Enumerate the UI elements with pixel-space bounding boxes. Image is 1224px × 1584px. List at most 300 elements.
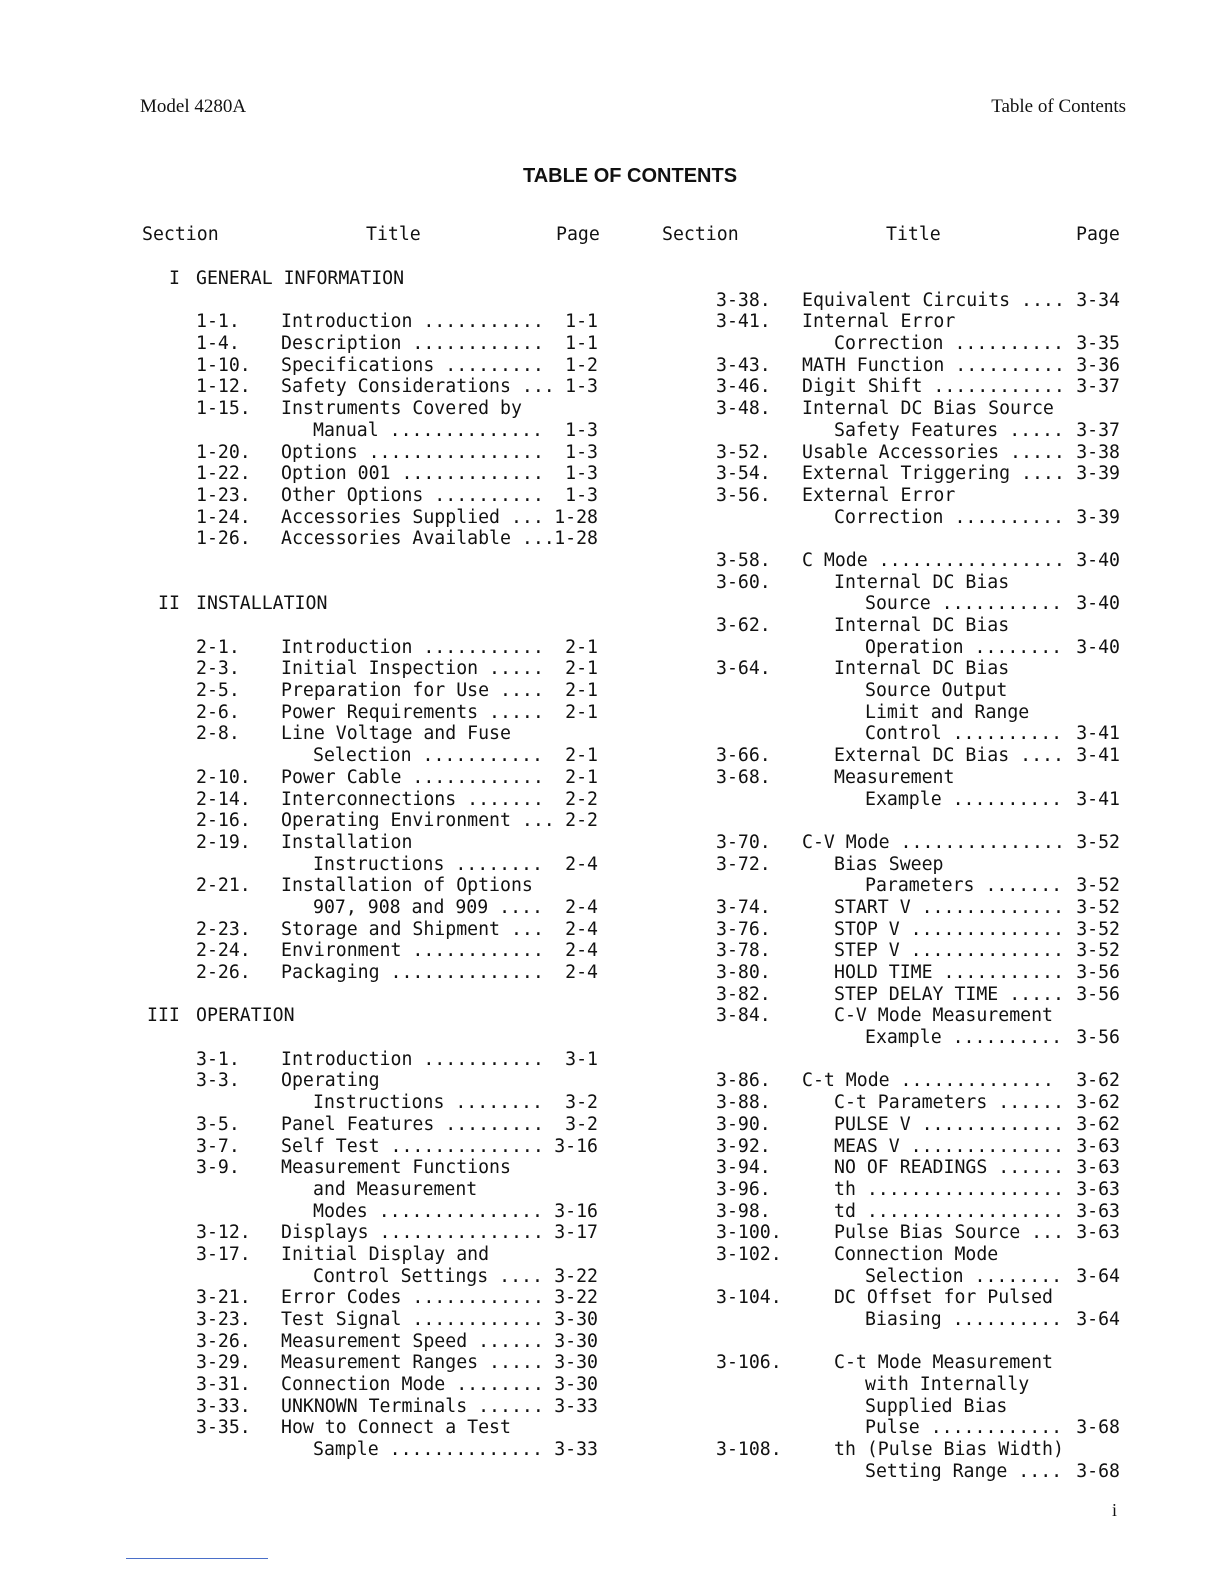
header-section: Section <box>662 224 739 245</box>
entry-title: Control .......... <box>865 723 1063 745</box>
entry-title: UNKNOWN Terminals ...... <box>281 1395 544 1417</box>
toc-entry <box>142 1439 602 1461</box>
entry-page: 3-22 <box>554 1265 598 1287</box>
toc-entry <box>142 1417 602 1439</box>
toc-entry <box>662 745 1122 767</box>
footer-rule <box>126 1558 268 1559</box>
entry-section-number: 2-10. <box>196 766 251 788</box>
entry-page: 2-1 <box>565 745 598 767</box>
entry-page: 3-52 <box>1076 831 1120 853</box>
toc-entry <box>662 615 1122 637</box>
entry-page: 3-41 <box>1076 788 1120 810</box>
entry-title: Storage and Shipment ... <box>281 918 544 940</box>
spacer <box>142 1027 602 1049</box>
entry-section-number: 3-21. <box>196 1287 251 1309</box>
entry-title: Introduction ........... <box>281 636 544 658</box>
spacer <box>662 1049 1122 1071</box>
toc-entry <box>662 311 1122 333</box>
toc-entry <box>142 789 602 811</box>
entry-page: 3-62 <box>1076 1070 1120 1092</box>
toc-entry <box>662 767 1122 789</box>
entry-section-number: 3-106. <box>716 1352 782 1374</box>
entry-section-number: 3-104. <box>716 1287 782 1309</box>
entry-title: Safety Considerations ... <box>281 376 555 398</box>
toc-entry <box>142 1049 602 1071</box>
entry-section-number: 3-82. <box>716 983 771 1005</box>
toc-entry <box>142 875 602 897</box>
toc-entry <box>662 1417 1122 1439</box>
entry-title: Internal DC Bias <box>834 615 1010 636</box>
entry-page: 1-3 <box>565 419 598 441</box>
entry-title: Measurement Ranges ..... <box>281 1352 544 1374</box>
toc-entry <box>142 637 602 659</box>
toc-entry <box>662 962 1122 984</box>
entry-page: 2-4 <box>565 962 598 983</box>
toc-entry <box>662 680 1122 702</box>
toc-entry <box>142 1309 602 1331</box>
entry-section-number: 3-3. <box>196 1070 240 1092</box>
entry-title: Introduction ........... <box>281 311 544 333</box>
toc-entry <box>142 311 602 333</box>
toc-entry <box>142 767 602 789</box>
toc-entry <box>662 593 1122 615</box>
toc-entry <box>142 810 602 832</box>
entry-title: Test Signal ............ <box>281 1309 544 1330</box>
toc-entry <box>142 1136 602 1158</box>
entry-page: 3-2 <box>565 1092 598 1114</box>
toc-entry <box>662 550 1122 572</box>
entry-page: 3-63 <box>1076 1178 1120 1200</box>
toc-entry <box>142 355 602 377</box>
entry-title: and Measurement <box>313 1178 478 1200</box>
entry-page: 2-4 <box>565 918 598 940</box>
entry-page: 1-1 <box>565 311 598 333</box>
entry-page: 2-1 <box>565 680 598 702</box>
chapter-title: GENERAL INFORMATION <box>196 268 405 289</box>
toc-entry <box>142 1287 602 1309</box>
entry-title: th .................. <box>834 1178 1064 1200</box>
entry-title: Error Codes ............ <box>281 1287 544 1309</box>
entry-section-number: 3-35. <box>196 1417 251 1439</box>
entry-page: 3-34 <box>1076 289 1120 311</box>
spacer <box>662 810 1122 832</box>
header-section: Section <box>142 224 219 245</box>
entry-page: 3-62 <box>1076 1092 1120 1114</box>
entry-page: 3-2 <box>565 1113 598 1135</box>
entry-title: Measurement Speed ...... <box>281 1330 544 1352</box>
entry-title: Setting Range .... <box>865 1460 1063 1482</box>
entry-section-number: 1-20. <box>196 441 251 463</box>
toc-entry <box>142 854 602 876</box>
spacer <box>142 984 602 1006</box>
toc-entry <box>662 1179 1122 1201</box>
spacer <box>142 572 602 594</box>
entry-title: Supplied Bias <box>865 1395 1008 1417</box>
entry-section-number: 2-16. <box>196 810 251 832</box>
entry-page: 2-4 <box>565 853 598 875</box>
entry-title: Source ........... <box>865 593 1063 615</box>
entry-title: Initial Display and <box>281 1243 490 1265</box>
entry-title: START V ............. <box>834 896 1064 918</box>
entry-title: Installation of Options <box>281 875 533 897</box>
entry-title: Instructions ........ <box>313 1092 543 1114</box>
entry-section-number: 3-52. <box>716 441 771 463</box>
entry-title: Example .......... <box>865 1027 1063 1049</box>
entry-page: 1-3 <box>565 463 598 485</box>
entry-page: 1-28 <box>554 528 598 550</box>
toc-entry <box>142 398 602 420</box>
entry-title: Introduction ........... <box>281 1048 544 1070</box>
entry-section-number: 1-22. <box>196 463 251 485</box>
entry-title: C-t Mode Measurement <box>834 1352 1053 1374</box>
entry-title: Displays ............... <box>281 1222 544 1244</box>
toc-entry <box>662 940 1122 962</box>
entry-section-number: 1-26. <box>196 528 251 550</box>
toc-entry <box>142 1266 602 1288</box>
entry-title: Accessories Supplied ... <box>281 506 544 528</box>
entry-section-number: 3-31. <box>196 1374 251 1396</box>
entry-title: Internal DC Bias Source <box>802 398 1054 420</box>
entry-title: C-t Mode .............. <box>802 1070 1054 1092</box>
entry-page: 3-30 <box>554 1330 598 1352</box>
entry-section-number: 1-12. <box>196 376 251 398</box>
toc-entry <box>142 962 602 984</box>
entry-page: 3-62 <box>1076 1113 1120 1135</box>
entry-title: MATH Function .......... <box>802 354 1065 376</box>
toc-column-right <box>662 224 1122 1483</box>
entry-page: 3-56 <box>1076 962 1120 983</box>
entry-title: Interconnections ....... <box>281 788 544 810</box>
entry-section-number: 1-15. <box>196 398 251 420</box>
toc-entry <box>662 789 1122 811</box>
entry-section-number: 3-56. <box>716 484 771 506</box>
entry-page: 3-16 <box>554 1200 598 1222</box>
entry-section-number: 3-92. <box>716 1135 771 1157</box>
entry-title: Internal DC Bias <box>834 658 1010 680</box>
entry-section-number: 3-1. <box>196 1048 240 1070</box>
entry-section-number: 3-41. <box>716 311 771 333</box>
entry-section-number: 3-84. <box>716 1005 771 1027</box>
toc-entry <box>662 1114 1122 1136</box>
entry-title: External Error <box>802 484 956 506</box>
entry-title: Instruments Covered by <box>281 398 522 420</box>
entry-page: 3-22 <box>554 1287 598 1309</box>
entry-title: STEP V .............. <box>834 940 1064 962</box>
toc-entry <box>142 723 602 745</box>
toc-entry <box>142 1179 602 1201</box>
toc-entry <box>662 854 1122 876</box>
entry-title: Line Voltage and Fuse <box>281 723 511 745</box>
toc-entry <box>662 984 1122 1006</box>
entry-page: 3-40 <box>1076 636 1120 658</box>
toc-entry <box>142 1331 602 1353</box>
toc-chapter <box>142 593 602 615</box>
entry-section-number: 2-3. <box>196 658 240 680</box>
toc-entry <box>142 1201 602 1223</box>
entry-title: C-t Parameters ...... <box>834 1092 1064 1114</box>
entry-title: Measurement Functions <box>281 1157 511 1179</box>
entry-section-number: 3-29. <box>196 1352 251 1374</box>
toc-column-left <box>142 224 602 1461</box>
entry-page: 3-63 <box>1076 1135 1120 1157</box>
toc-entry <box>142 507 602 529</box>
entry-title: Connection Mode <box>834 1243 999 1265</box>
entry-section-number: 3-74. <box>716 896 771 918</box>
toc-entry <box>662 1287 1122 1309</box>
chapter-title: INSTALLATION <box>196 593 328 615</box>
toc-entry <box>662 1201 1122 1223</box>
entry-page: 3-52 <box>1076 918 1120 940</box>
toc-entry <box>142 1222 602 1244</box>
toc-entry <box>662 832 1122 854</box>
entry-title: Power Requirements ..... <box>281 701 544 723</box>
entry-title: Packaging .............. <box>281 962 544 983</box>
toc-entry <box>662 637 1122 659</box>
entry-page: 3-41 <box>1076 745 1120 767</box>
toc-entry <box>142 1114 602 1136</box>
entry-section-number: 3-62. <box>716 615 771 636</box>
toc-entry <box>142 745 602 767</box>
entry-page: 3-56 <box>1076 1027 1120 1049</box>
toc-entry <box>662 355 1122 377</box>
toc-entry <box>662 463 1122 485</box>
entry-page: 3-35 <box>1076 333 1120 355</box>
entry-section-number: 2-14. <box>196 788 251 810</box>
toc-entry <box>662 572 1122 594</box>
chapter-number: II <box>158 593 180 615</box>
entry-title: Selection ........ <box>865 1265 1063 1287</box>
entry-section-number: 2-24. <box>196 940 251 962</box>
entry-section-number: 3-54. <box>716 463 771 485</box>
entry-title: How to Connect a Test <box>281 1417 511 1439</box>
toc-entry <box>662 1222 1122 1244</box>
entry-title: with Internally <box>865 1374 1030 1396</box>
header-title: Title <box>366 224 421 245</box>
entry-page: 1-1 <box>565 333 598 355</box>
entry-page: 3-37 <box>1076 376 1120 398</box>
entry-title: td .................. <box>834 1200 1064 1222</box>
entry-section-number: 3-90. <box>716 1113 771 1135</box>
entry-section-number: 3-86. <box>716 1070 771 1092</box>
entry-title: Example .......... <box>865 788 1063 810</box>
toc-entry <box>662 702 1122 724</box>
entry-title: th (Pulse Bias Width) <box>834 1439 1064 1461</box>
entry-section-number: 3-46. <box>716 376 771 398</box>
toc-entry <box>142 680 602 702</box>
chapter-number: I <box>169 268 180 289</box>
entry-section-number: 3-12. <box>196 1222 251 1244</box>
toc-entry <box>662 723 1122 745</box>
entry-page: 3-33 <box>554 1439 598 1461</box>
entry-page: 3-30 <box>554 1309 598 1330</box>
entry-title: Self Test .............. <box>281 1135 544 1157</box>
toc-entry <box>142 1374 602 1396</box>
entry-title: Preparation for Use .... <box>281 680 544 702</box>
entry-section-number: 3-17. <box>196 1243 251 1265</box>
toc-entry <box>662 485 1122 507</box>
entry-section-number: 2-26. <box>196 962 251 983</box>
entry-title: Modes ............... <box>313 1200 543 1222</box>
entry-title: Bias Sweep <box>834 853 944 875</box>
entry-page: 3-64 <box>1076 1265 1120 1287</box>
entry-title: Accessories Available ... <box>281 528 555 550</box>
entry-section-number: 3-23. <box>196 1309 251 1330</box>
entry-title: Parameters ....... <box>865 875 1063 897</box>
toc-rows-left <box>142 268 602 1461</box>
entry-page: 2-2 <box>565 788 598 810</box>
toc-entry <box>662 897 1122 919</box>
spacer <box>662 528 1122 550</box>
entry-page: 3-1 <box>565 1048 598 1070</box>
entry-section-number: 3-7. <box>196 1135 240 1157</box>
entry-page: 1-28 <box>554 506 598 528</box>
entry-page: 3-64 <box>1076 1309 1120 1330</box>
toc-entry <box>662 1374 1122 1396</box>
toc-entry <box>142 1396 602 1418</box>
header-page: Page <box>556 224 600 245</box>
entry-page: 3-63 <box>1076 1157 1120 1179</box>
column-headers <box>142 224 602 248</box>
toc-entry <box>662 507 1122 529</box>
entry-section-number: 3-5. <box>196 1113 240 1135</box>
toc-entry <box>662 333 1122 355</box>
entry-title: Usable Accessories ..... <box>802 441 1065 463</box>
toc-entry <box>662 376 1122 398</box>
entry-section-number: 2-19. <box>196 831 251 853</box>
entry-title: STEP DELAY TIME ..... <box>834 983 1064 1005</box>
entry-title: Power Cable ............ <box>281 766 544 788</box>
entry-page: 3-37 <box>1076 419 1120 441</box>
entry-title: Sample .............. <box>313 1439 543 1461</box>
toc-entry <box>142 333 602 355</box>
entry-title: 907, 908 and 909 .... <box>313 896 543 918</box>
entry-title: Operation ........ <box>865 636 1063 658</box>
entry-section-number: 2-1. <box>196 636 240 658</box>
entry-title: Panel Features ......... <box>281 1113 544 1135</box>
entry-page: 1-2 <box>565 354 598 376</box>
entry-page: 1-3 <box>565 376 598 398</box>
toc-entry <box>662 1309 1122 1331</box>
toc-entry <box>142 919 602 941</box>
spacer <box>142 615 602 637</box>
entry-title: Options ................ <box>281 441 544 463</box>
toc-entry <box>662 1092 1122 1114</box>
toc-entry <box>142 420 602 442</box>
header-title: Title <box>886 224 941 245</box>
spacer <box>142 290 602 312</box>
entry-page: 3-38 <box>1076 441 1120 463</box>
toc-entry <box>662 1461 1122 1483</box>
page-title: TABLE OF CONTENTS <box>522 165 738 187</box>
entry-section-number: 3-98. <box>716 1200 771 1222</box>
entry-section-number: 3-33. <box>196 1395 251 1417</box>
entry-title: Internal Error <box>802 311 956 333</box>
header-section-title: Table of Contents <box>991 96 1126 117</box>
entry-section-number: 3-108. <box>716 1439 782 1461</box>
entry-section-number: 3-88. <box>716 1092 771 1114</box>
entry-title: Connection Mode ........ <box>281 1374 544 1396</box>
entry-title: Selection ........... <box>313 745 543 767</box>
toc-entry <box>142 702 602 724</box>
entry-title: C-V Mode ............... <box>802 831 1065 853</box>
page-number: i <box>1112 1500 1118 1520</box>
entry-title: Limit and Range <box>865 701 1030 723</box>
spacer <box>662 1331 1122 1353</box>
toc-entry <box>662 290 1122 312</box>
toc-entry <box>662 1005 1122 1027</box>
entry-title: Environment ............ <box>281 940 544 962</box>
toc-entry <box>142 940 602 962</box>
entry-section-number: 3-48. <box>716 398 771 420</box>
toc-entry <box>142 1092 602 1114</box>
entry-title: Control Settings .... <box>313 1265 543 1287</box>
toc-entry <box>142 832 602 854</box>
entry-title: External Triggering .... <box>802 463 1065 485</box>
toc-entry <box>662 1070 1122 1092</box>
chapter-number: III <box>147 1005 180 1027</box>
entry-page: 3-63 <box>1076 1200 1120 1222</box>
entry-section-number: 3-94. <box>716 1157 771 1179</box>
entry-title: Correction .......... <box>834 506 1064 528</box>
toc-chapter <box>142 1005 602 1027</box>
toc-entry <box>662 919 1122 941</box>
toc-entry <box>662 875 1122 897</box>
chapter-title: OPERATION <box>196 1005 295 1027</box>
entry-section-number: 2-21. <box>196 875 251 897</box>
entry-page: 2-4 <box>565 896 598 918</box>
entry-title: Source Output <box>865 680 1008 702</box>
header-page: Page <box>1076 224 1120 245</box>
toc-entry <box>142 1244 602 1266</box>
entry-section-number: 3-102. <box>716 1243 782 1265</box>
entry-title: DC Offset for Pulsed <box>834 1287 1053 1309</box>
header-model: Model 4280A <box>140 96 247 117</box>
entry-page: 3-52 <box>1076 896 1120 918</box>
spacer <box>662 268 1122 290</box>
entry-page: 3-16 <box>554 1135 598 1157</box>
entry-title: Manual .............. <box>313 419 543 441</box>
entry-title: Correction .......... <box>834 333 1064 355</box>
entry-page: 3-40 <box>1076 549 1120 571</box>
entry-page: 3-40 <box>1076 593 1120 615</box>
entry-title: STOP V .............. <box>834 918 1064 940</box>
entry-page: 1-3 <box>565 441 598 463</box>
toc-entry <box>142 442 602 464</box>
entry-section-number: 3-72. <box>716 853 771 875</box>
entry-section-number: 3-76. <box>716 918 771 940</box>
entry-section-number: 2-8. <box>196 723 240 745</box>
entry-title: Pulse ............ <box>865 1417 1063 1439</box>
entry-page: 3-30 <box>554 1374 598 1396</box>
entry-title: C Mode ................. <box>802 549 1065 571</box>
toc-entry <box>662 1157 1122 1179</box>
entry-page: 3-68 <box>1076 1460 1120 1482</box>
entry-section-number: 1-10. <box>196 354 251 376</box>
entry-section-number: 1-4. <box>196 333 240 355</box>
entry-section-number: 3-26. <box>196 1330 251 1352</box>
toc-entry <box>142 376 602 398</box>
entry-page: 2-4 <box>565 940 598 962</box>
entry-title: Safety Features ..... <box>834 419 1064 441</box>
entry-title: Specifications ......... <box>281 354 544 376</box>
toc-entry <box>142 1352 602 1374</box>
entry-title: Pulse Bias Source ... <box>834 1222 1064 1244</box>
entry-page: 3-52 <box>1076 875 1120 897</box>
toc-entry <box>662 1266 1122 1288</box>
entry-page: 2-1 <box>565 658 598 680</box>
toc-entry <box>142 897 602 919</box>
entry-title: Digit Shift ............ <box>802 376 1065 398</box>
